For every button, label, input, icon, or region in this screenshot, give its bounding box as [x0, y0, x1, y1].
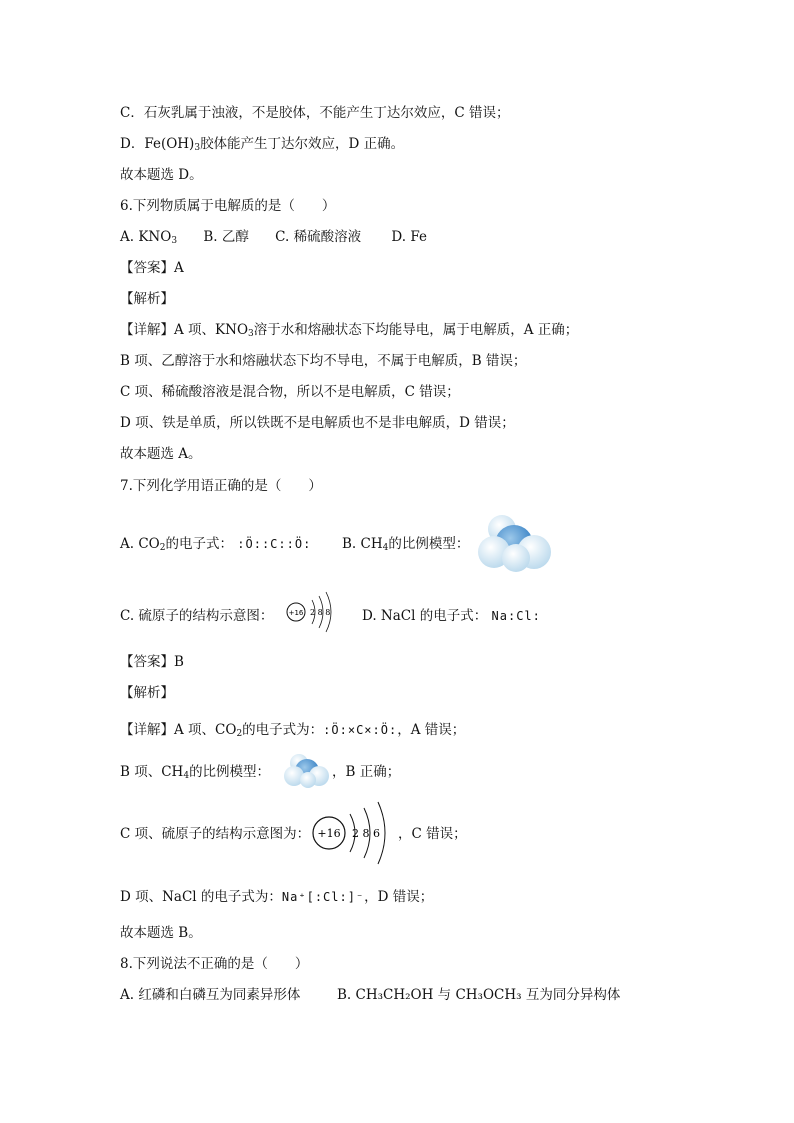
nucleus-label: +16 [288, 609, 304, 617]
detail-line: 故本题选 B。 [120, 925, 202, 941]
detail-line: D 项、铁是单质，所以铁既不是电解质也不是非电解质，D 错误； [120, 415, 515, 431]
option-a: A. 红磷和白磷互为同素异形体 [120, 987, 301, 1003]
option-d: D. Fe [391, 229, 427, 245]
question-7: 7.下列化学用语正确的是（ ） [120, 478, 322, 494]
shell-numbers: 2 8 8 [310, 608, 331, 617]
subscript: 4 [183, 771, 190, 781]
analysis-label: 【解析】 [120, 291, 174, 307]
shell-numbers: 2 8 6 [352, 827, 380, 840]
text-span: ，B 正确； [332, 764, 401, 780]
nacl-electron-formula: Na⁺[:Cl:]⁻ [281, 890, 365, 904]
subscript: 3 [248, 329, 254, 339]
nacl-electron-formula: Na:Cl: [491, 609, 541, 623]
detail-line [120, 321, 578, 343]
answer-label: 【答案】A [120, 260, 184, 276]
text-span: ，A 错误； [397, 722, 466, 738]
question-6: 6.下列物质属于电解质的是（ ） [120, 198, 336, 214]
detail-line [120, 763, 270, 785]
text-span: ，C 错误； [398, 826, 467, 842]
text-line: 故本题选 D。 [120, 167, 203, 183]
option-b [342, 535, 469, 557]
subscript: 3 [171, 236, 178, 246]
detail-line [120, 888, 433, 906]
detail-line [120, 721, 465, 743]
text-span: D．Fe(OH) [120, 136, 195, 152]
text-span: 溶于水和熔融状态下均能导电，属于电解质，A 正确； [253, 322, 579, 338]
question-8: 8.下列说法不正确的是（ ） [120, 956, 309, 972]
text-span: B 项、CH [120, 764, 184, 780]
detail-line: B 项、乙醇溶于水和熔融状态下均不导电，不属于电解质，B 错误； [120, 353, 527, 369]
option-c: C. 硫原子的结构示意图： [120, 608, 274, 624]
sulfur-atom-diagram [286, 588, 346, 636]
ch4-model-image [282, 752, 332, 788]
text-span: 的电子式为： [242, 722, 324, 738]
subscript: 2 [236, 729, 243, 739]
analysis-label: 【解析】 [120, 685, 174, 701]
text-span: 【详解】A 项、KNO [120, 322, 249, 338]
text-span: 的电子式： [165, 536, 233, 552]
co2-electron-formula: :Ö::C::Ö: [237, 537, 312, 551]
text-span: 的比例模型： [388, 536, 470, 552]
sulfur-atom-diagram [312, 800, 396, 866]
option-a [120, 229, 177, 245]
options-row [120, 228, 427, 250]
option-c: C. 稀硫酸溶液 [275, 229, 362, 245]
text-span: 的比例模型： [189, 764, 271, 780]
text-span: 胶体能产生丁达尔效应，D 正确。 [200, 136, 405, 152]
text-line [120, 135, 404, 157]
co2-electron-formula: :Ö:×C×:Ö: [323, 723, 398, 737]
option-a [120, 535, 311, 557]
nucleus-label: +16 [317, 827, 341, 840]
option-b: B. CH₃CH₂OH 与 CH₃OCH₃ 互为同分异构体 [337, 987, 621, 1003]
option-d [362, 607, 541, 625]
text-span: B. CH [342, 536, 383, 552]
subscript: 4 [382, 543, 389, 553]
subscript: 3 [194, 143, 201, 153]
detail-line: C 项、硫原子的结构示意图为： [120, 826, 311, 842]
subscript: 2 [159, 543, 166, 553]
text-span: 【详解】A 项、CO [120, 722, 237, 738]
text-span: ，D 错误； [364, 889, 434, 905]
text-span: A. CO [120, 536, 160, 552]
detail-line: C 项、稀硫酸溶液是混合物，所以不是电解质，C 错误； [120, 384, 460, 400]
text-span: D. NaCl 的电子式： [362, 608, 488, 624]
option-text: A. KNO [120, 229, 172, 245]
ch4-model-image [474, 512, 556, 572]
option-b: B. 乙醇 [203, 229, 249, 245]
text-line: C．石灰乳属于浊液，不是胶体，不能产生丁达尔效应，C 错误； [120, 105, 510, 121]
detail-line: 故本题选 A。 [120, 446, 202, 462]
answer-label: 【答案】B [120, 654, 184, 670]
text-span: D 项、NaCl 的电子式为： [120, 889, 282, 905]
